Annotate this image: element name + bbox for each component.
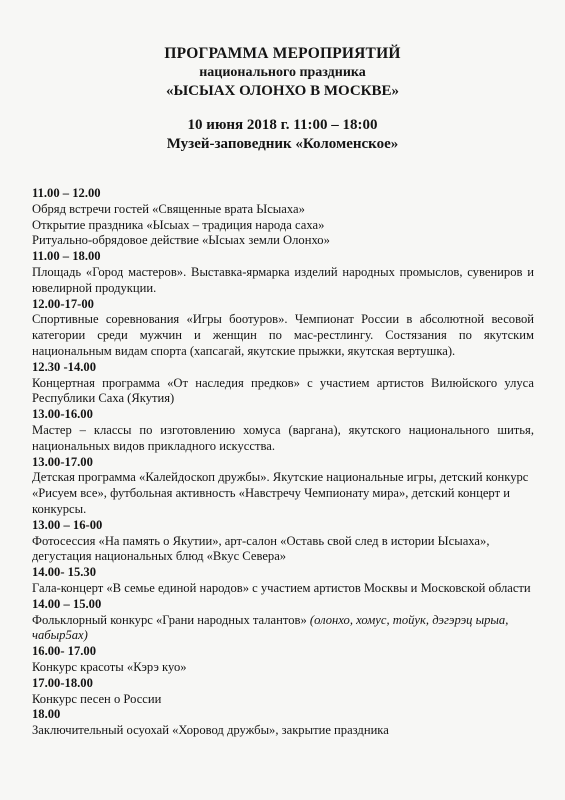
program-line: Открытие праздника «Ысыах – традиция народа саха» (32, 217, 325, 232)
program-line: Обряд встречи гостей «Священные врата Ысыаха» (32, 201, 305, 216)
program-time: 14.00 – 15.00 (32, 596, 102, 611)
festival-name: «ЫСЫАХ ОЛОНХО В МОСКВЕ» (165, 83, 400, 99)
program-description: Конкурс песен о России (32, 691, 162, 706)
program-item (32, 186, 534, 249)
program-description: Конкурс красоты «Кэрэ куо» (32, 659, 187, 674)
program-description: Концертная программа «От наследия предков» с участием артистов Вилюйского улуса Республики Саха (Якутия) (32, 375, 534, 406)
program-time: 13.00 – 16-00 (32, 517, 103, 532)
event-date: 10 июня 2018 г. 11:00 – 18:00 (187, 117, 378, 133)
program-item (32, 518, 534, 565)
event-venue: Музей-заповедник «Коломенское» (166, 136, 399, 152)
program-time: 11.00 – 12.00 (32, 186, 101, 200)
program-time: 11.00 – 18.00 (32, 249, 101, 264)
program-item (32, 676, 534, 708)
program-time: 13.00-17.00 (32, 454, 93, 469)
contest-categories: (олонхо, хомус, тойук, дэгэрэц ырыа, чабыр5ах) (32, 612, 509, 643)
program-description: Фотосессия «На память о Якутии», арт-салон «Оставь свой след в истории Ысыаха», дегустация национальных блюд «Вкус Севера» (32, 533, 490, 564)
document-title: ПРОГРАММА МЕРОПРИЯТИЙ (164, 45, 401, 62)
program-description: Заключительный осуохай «Хоровод дружбы», закрытие праздника (32, 723, 389, 738)
program-description: Мастер – классы по изготовлению хомуса (варгана), якутского национального шитья, национальных видов прикладного искусства. (32, 422, 534, 453)
document-header (0, 44, 565, 154)
program-time: 18.00 (32, 707, 61, 722)
program-item (32, 249, 534, 296)
program-item (32, 565, 534, 597)
program-description: Площадь «Город мастеров». Выставка-ярмарка изделий народных промыслов, сувениров и ювелирной продукции. (32, 264, 534, 295)
program-time: 12.00-17-00 (32, 296, 94, 311)
program-list (32, 186, 534, 739)
program-item (32, 707, 534, 739)
program-description (32, 613, 534, 645)
program-time: 13.00-16.00 (32, 407, 93, 422)
program-time: 17.00-18.00 (32, 675, 93, 690)
program-item (32, 360, 534, 407)
program-item (32, 455, 534, 518)
program-item (32, 407, 534, 454)
program-description: Гала-концерт «В семье единой народов» с участием артистов Москвы и Московской области (32, 580, 531, 595)
program-time: 12.30 -14.00 (32, 359, 97, 374)
program-time: 14.00- 15.30 (32, 565, 97, 580)
program-line: Ритуально-обрядовое действие «Ысыах земли Олонхо» (32, 233, 330, 248)
document-subtitle: национального праздника (199, 65, 366, 80)
contest-title: Фольклорный конкурс «Грани народных талантов» (32, 612, 307, 627)
program-item (32, 597, 534, 644)
program-time: 16.00- 17.00 (32, 644, 97, 659)
program-item (32, 644, 534, 676)
program-description: Спортивные соревнования «Игры боотуров». Чемпионат России в абсолютной весовой категории среди мужчин и женщин по мас-рестлингу. Состязания по якутским национальным видам спорта (хапсагай, якутские прыжки, якутская вертушка). (32, 312, 534, 358)
program-item (32, 297, 534, 360)
program-description: Детская программа «Калейдоскоп дружбы». Якутские национальные игры, детский конкурс «Рисуем все», футбольная активность «Навстречу Чемпионату мира», детский концерт и конкурсы. (32, 470, 529, 516)
